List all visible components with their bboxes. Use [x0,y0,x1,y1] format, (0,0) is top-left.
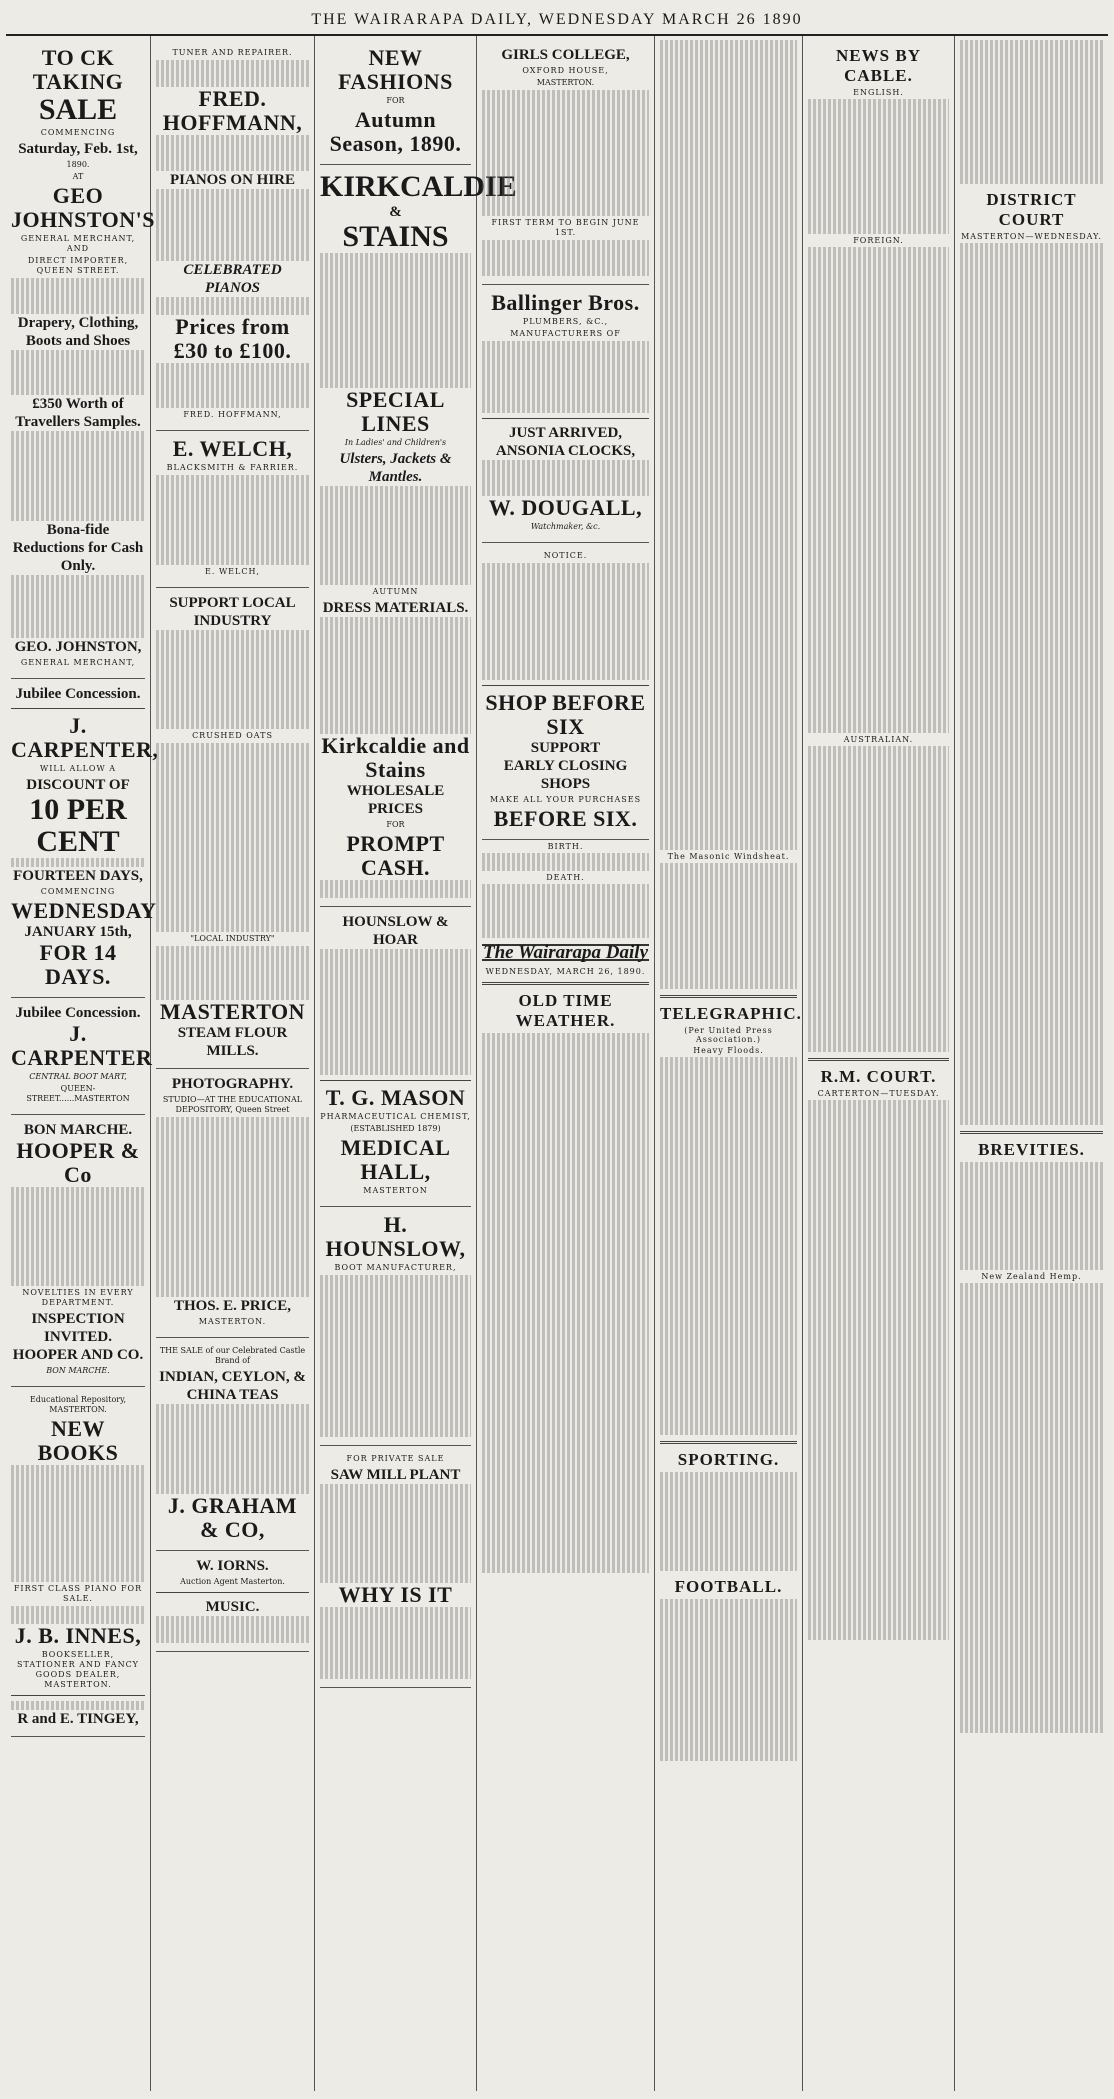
text-col4-news1-l2: DEATH. [546,873,585,882]
body-text-block [320,1484,471,1583]
text-col3-ad2-l7: AUTUMN [372,587,419,596]
text-col3-ad2-l5: In Ladies' and Children's [344,438,447,447]
text-col1-ad1-l3: COMMENCING [40,128,116,137]
text-col2-ad3-l2: CRUSHED OATS [192,731,273,740]
text-col4-ad2-l3: MANUFACTURERS OF [510,329,621,338]
text-col1-ad2-l10: FOR 14 DAYS. [39,940,117,989]
text-col2-ad2-l2: BLACKSMITH & FARRIER. [166,463,299,472]
text-col3-ad5-l1: FOR PRIVATE SALE [346,1454,445,1463]
text-col1-ad1-l11: £350 Worth of Travellers Samples. [15,396,141,430]
text-col2-ad4-l4: MASTERTON. [198,1317,267,1326]
ad-bon-marche [11,1115,145,1387]
text-col2-ad6-l1: W. IORNS. [196,1558,269,1574]
text-col4-ad2-l1: Ballinger Bros. [491,290,640,315]
text-col2-ad5-l3: J. GRAHAM & CO, [167,1493,298,1542]
text-col2-ad4-l2: STUDIO—AT THE EDUCATIONAL DEPOSITORY, Queen Street [162,1095,303,1114]
ad-ballinger-bros [482,285,649,543]
text-col2-ad3-l3: "LOCAL INDUSTRY" [190,934,275,943]
text-col1-ad3-l2: J. CARPENTER [11,1021,153,1070]
body-text-block [156,630,309,729]
body-text-block [156,297,309,315]
text-col4-ad1-l4: FIRST TERM TO BEGIN JUNE 1ST. [491,218,640,237]
text-col2-ad3-l1: SUPPORT LOCAL INDUSTRY [169,595,296,629]
body-text-block [960,40,1103,184]
text-col2-ad5-l2: INDIAN, CEYLON, & CHINA TEAS [159,1369,306,1403]
text-col3-ad2-l2: & [389,204,402,220]
text-col1-ad2-l6: FOURTEEN DAYS, [13,868,143,884]
ad-photography [156,1069,309,1338]
text-col3-ad2-l1: KIRKCALDIE [320,170,517,203]
ad-hounslow-boots [320,1207,471,1446]
text-col2-ad3-l4: MASTERTON [159,999,306,1024]
body-text-block [156,1616,309,1643]
text-col4-paper-heading: OLD TIME WEATHER. [515,991,616,1030]
text-col5-news-h3: (Per United Press Association.) [684,1026,773,1044]
ad-piano-tuner [156,40,309,431]
body-text-block [11,1606,145,1624]
text-col1-ad2-l9: JANUARY 15th, [24,924,132,940]
column-rule [11,708,145,709]
column-7 [955,36,1108,2091]
text-col6-news-h3: FOREIGN. [853,236,904,245]
text-col1-ad2-l7: COMMENCING [40,887,116,896]
text-col7-news-h1: DISTRICT COURT [986,190,1077,229]
text-col1-ad2-l4: DISCOUNT OF [26,777,130,793]
body-text-block [482,90,649,216]
ad-early-closing [482,543,649,840]
body-text-block [482,853,649,871]
text-col1-ad1-l14: GENERAL MERCHANT, [20,658,136,667]
text-col3-ad3-l3: PHARMACEUTICAL CHEMIST, [320,1112,471,1121]
text-col3-ad2-l11: FOR [386,820,405,829]
text-col1-ad5-l1: Educational Repository, MASTERTON. [29,1395,127,1414]
text-col1-ad5-l2: NEW BOOKS [37,1416,119,1465]
text-masthead: THE WAIRARAPA DAILY, WEDNESDAY MARCH 26 1890 [311,11,803,28]
text-col1-ad3-l4: QUEEN-STREET......MASTERTON [26,1084,130,1103]
columns [6,36,1108,2091]
body-text-block [156,1117,309,1297]
body-text-block [156,363,309,408]
text-col4-ad3-l2: SHOP BEFORE SIX [485,690,646,739]
text-col2-ad5-l1: THE SALE of our Celebrated Castle Brand of [159,1346,306,1365]
ad-saw-mill [320,1446,471,1688]
text-col5-news-h4: Heavy Floods. [693,1046,764,1055]
body-text-block [808,99,949,234]
text-col1-ad4-l2: HOOPER & Co [16,1138,140,1187]
text-col5-news-h5: SPORTING. [677,1450,780,1469]
body-text-block [11,1465,145,1582]
text-col4-ad2-l2: PLUMBERS, &C., [522,317,609,326]
text-col1-ad2-l3: WILL ALLOW A [39,764,117,773]
column-rule [660,995,797,998]
text-col4-paper-date: WEDNESDAY, MARCH 26, 1890. [485,967,646,976]
text-col7-news-h2: MASTERTON—WEDNESDAY. [961,232,1102,241]
text-col2-ad6-l2: Auction Agent Masterton. [180,1577,285,1586]
body-text-block [808,1100,949,1640]
body-text-block [320,1275,471,1437]
text-col4-news1-l1: BIRTH. [547,842,584,851]
body-text-block [156,946,309,1000]
text-col1-ad4-l1: BON MARCHE. [23,1122,133,1138]
ad-local-industry [156,588,309,1069]
text-col1-ad1-l8: GENERAL MERCHANT, AND [20,234,136,253]
body-text-block [11,350,145,395]
text-col6-news-h4: AUSTRALIAN. [843,735,914,744]
text-col2-ad6-l3: MUSIC. [205,1599,260,1615]
body-text-block [320,949,471,1075]
text-col3-ad2-l12: PROMPT CASH. [346,831,445,880]
text-col2-ad1-l6: FRED. HOFFMANN, [183,410,282,419]
body-text-block [960,1283,1103,1733]
text-col1-ad4-l4: INSPECTION INVITED. [31,1311,125,1345]
text-col1-ad2-l2: J. CARPENTER, [11,713,159,762]
column-rule [960,1131,1103,1134]
body-text-block [320,1607,471,1679]
body-text-block [482,341,649,413]
column-rule [156,1592,309,1593]
text-col3-ad2-l6: Ulsters, Jackets & Mantles. [339,451,452,485]
text-col4-ad1-l2: OXFORD HOUSE, [522,66,609,75]
body-text-block [320,880,471,898]
body-text-block [156,1404,309,1494]
text-col1-ad1-l2: SALE [38,93,118,126]
body-text-block [660,1599,797,1761]
text-col1-ad1-l13: GEO. JOHNSTON, [14,639,142,655]
text-col2-ad2-l3: E. WELCH, [205,567,260,576]
text-col1-ad1-l10: Drapery, Clothing, Boots and Shoes [17,315,139,349]
column-rule [482,982,649,985]
text-col1-ad3-l1: Jubilee Concession. [15,1005,141,1021]
column-rule [320,1080,471,1081]
masthead [6,6,1108,36]
column-rule [482,685,649,686]
text-col1-ad1-l12: Bona-fide Reductions for Cash Only. [12,522,144,574]
text-col3-ad3-l5: MEDICAL HALL, [340,1135,451,1184]
ad-jubilee-concession-2 [11,998,153,1115]
text-col4-ad3-l3: SUPPORT [530,740,601,756]
text-col7-news-h4: New Zealand Hemp. [981,1272,1082,1281]
body-text-block [660,1057,797,1435]
ad-girls-college [482,40,649,285]
text-col3-ad2-l4: SPECIAL LINES [346,387,445,436]
column-rule [482,418,649,419]
paper-title: The Wairarapa Daily [482,942,649,963]
text-col3-ad2-l3: STAINS [342,220,449,253]
text-col1-ad1-l1: TO CK TAKING [32,45,124,94]
body-text-block [320,617,471,734]
body-text-block [482,240,649,276]
text-col3-ad3-l4: (ESTABLISHED 1879) [350,1124,441,1133]
text-col5-news-h2: TELEGRAPHIC. [660,1004,802,1023]
column-1 [6,36,159,2091]
text-col2-ad1-l5: Prices from £30 to £100. [173,314,292,363]
text-col1-ad5-l3: FIRST CLASS PIANO FOR SALE. [13,1584,143,1603]
text-col6-news-h2: ENGLISH. [853,88,904,97]
body-text-block [11,575,145,638]
text-col3-ad2-l8: DRESS MATERIALS. [322,600,469,616]
text-col6-news-h5: R.M. COURT. [820,1067,937,1086]
text-col2-ad1-l2: FRED. HOFFMANN, [162,86,303,135]
column-6 [803,36,955,2091]
text-col1-ad5-l4: J. B. INNES, [14,1623,142,1648]
text-col1-ad4-l3: NOVELTIES IN EVERY DEPARTMENT. [22,1288,134,1307]
text-col3-ad3-l6: MASTERTON [363,1186,428,1195]
body-text-block [660,863,797,989]
text-col1-ad5-l5: BOOKSELLER, STATIONER AND FANCY GOODS DEALER, MASTERTON. [17,1650,139,1689]
body-text-block [156,189,309,261]
text-col1-ad2-l5: 10 PER CENT [29,793,127,858]
text-col3-ad1-l3: Autumn Season, 1890. [329,107,462,156]
body-text-block [11,431,145,521]
text-col3-ad2-l9: Kirkcaldie and Stains [321,733,470,782]
ad-kirkcaldie-stains [320,165,517,907]
text-col3-ad3-l2: T. G. MASON [325,1085,466,1110]
text-col3-ad1-l2: FOR [386,96,405,105]
column-5 [655,36,803,2091]
text-col3-ad5-l3: WHY IS IT [338,1582,453,1607]
text-col2-ad1-l4: CELEBRATED PIANOS [183,262,282,296]
text-col6-news-h1: NEWS BY CABLE. [836,46,921,85]
body-text-block [11,858,145,867]
column-rule [660,1441,797,1444]
body-text-block [156,743,309,806]
body-text-block [808,746,949,1052]
ad-jubilee-concession-1 [11,679,159,998]
body-text-block [320,486,471,585]
text-col5-news-h1: The Masonic Windsheat. [667,852,790,861]
body-text-block [156,806,309,932]
body-text-block [482,563,649,680]
text-col1-ad3-l3: CENTRAL BOOT MART, [29,1072,127,1081]
text-col4-ad2-l7: Watchmaker, &c. [530,522,601,531]
text-col4-ad3-l1: NOTICE. [543,551,588,560]
text-col4-ad3-l5: MAKE ALL YOUR PURCHASES [489,795,642,804]
text-col4-ad1-l3: MASTERTON. [536,78,595,87]
ad-educational-repository [11,1387,145,1737]
text-col3-ad5-l2: SAW MILL PLANT [330,1467,461,1483]
body-text-block [11,1187,145,1286]
text-col1-ad5-l6: R and E. TINGEY, [17,1711,139,1727]
ad-new-fashions [320,40,471,165]
text-col3-ad2-l10: WHOLESALE PRICES [346,783,445,817]
text-col6-news-h6: CARTERTON—TUESDAY. [817,1089,940,1098]
column-4 [477,36,655,2091]
text-col5-news-h6: FOOTBALL. [674,1577,783,1596]
text-col2-ad4-l1: PHOTOGRAPHY. [171,1076,294,1092]
body-text-block [482,460,649,496]
text-col4-ad2-l5: ANSONIA CLOCKS, [495,443,636,459]
text-col3-ad1-l1: NEW FASHIONS [338,45,453,94]
column-2 [151,36,315,2091]
text-col1-ad1-l7: GEO JOHNSTON'S [11,183,155,232]
ad-hounslow-hoar [320,907,471,1207]
column-rule [808,1058,949,1061]
ad-stocktaking-sale [11,40,155,679]
body-text-block [960,1162,1103,1270]
text-col1-ad4-l6: BON MARCHE. [46,1366,110,1375]
body-text-block [156,475,309,565]
body-text-block [11,278,145,314]
ad-iorns [156,1551,309,1652]
body-text-block [482,1033,649,1573]
column-rule [11,1695,145,1696]
text-col2-ad4-l3: THOS. E. PRICE, [173,1298,292,1314]
text-col2-ad2-l1: E. WELCH, [172,436,293,461]
text-col1-ad1-l9: DIRECT IMPORTER, QUEEN STREET. [27,256,129,275]
body-text-block [11,1701,145,1710]
body-text-block [156,135,309,171]
text-col3-ad4-l2: BOOT MANUFACTURER, [334,1263,457,1272]
text-col3-ad4-l1: H. HOUNSLOW, [325,1212,466,1261]
body-text-block [960,243,1103,1125]
text-col2-ad3-l5: STEAM FLOUR MILLS. [177,1025,288,1059]
text-col1-ad1-l5: 1890. [66,160,90,169]
body-text-block [808,247,949,733]
text-col4-ad3-l4: EARLY CLOSING SHOPS [503,758,628,792]
text-col1-ad1-l6: AT [72,172,84,181]
text-col1-ad1-l4: Saturday, Feb. 1st, [18,141,138,157]
body-text-block [660,40,797,850]
ad-teas [156,1338,309,1551]
text-col3-ad3-l1: HOUNSLOW & HOAR [342,914,449,948]
text-col4-ad3-l6: BEFORE SIX. [493,806,638,831]
text-col4-ad2-l6: W. DOUGALL, [488,495,643,520]
body-text-block [156,60,309,87]
text-col1-ad2-l8: WEDNESDAY [11,898,157,923]
body-text-block [660,1472,797,1571]
body-text-block [482,884,649,938]
text-col4-ad2-l4: JUST ARRIVED, [508,425,623,441]
body-text-block [320,253,471,388]
column-3 [315,36,517,2091]
text-col7-news-h3: BREVITIES. [978,1140,1085,1159]
text-col1-ad2-l1: Jubilee Concession. [15,686,141,702]
text-col1-ad4-l5: HOOPER AND CO. [12,1347,144,1363]
text-col2-ad1-l1: TUNER AND REPAIRER. [172,48,293,57]
text-col2-ad1-l3: PIANOS ON HIRE [169,172,296,188]
ad-welch-blacksmith [156,431,309,588]
text-col4-ad1-l1: GIRLS COLLEGE, [501,47,630,63]
